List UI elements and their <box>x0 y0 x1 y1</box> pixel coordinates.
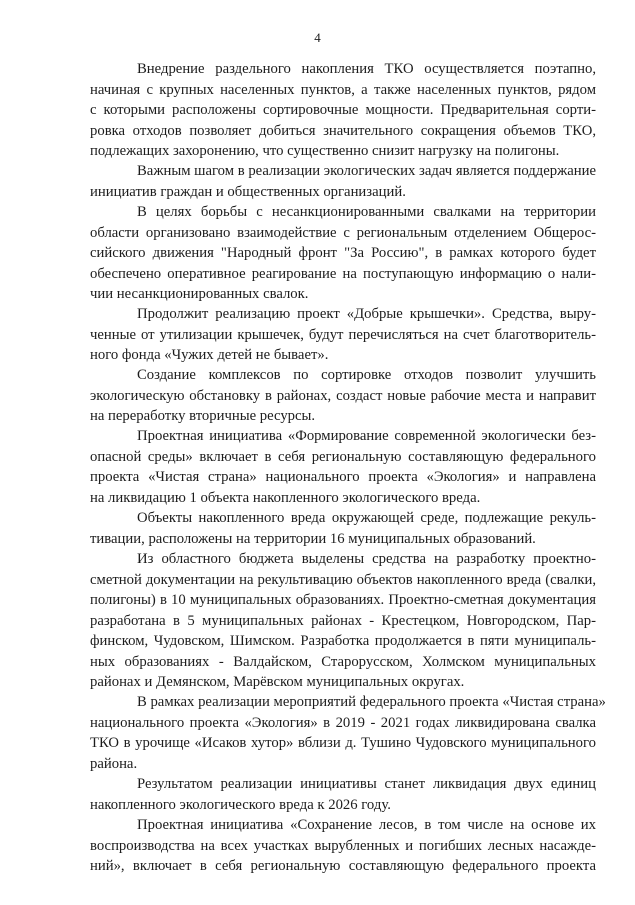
text-line: Проектная инициатива «Формирование современной экологически без- <box>137 428 596 444</box>
text-line: с которыми расположены сортировочные мощности. Предварительная сорти- <box>90 102 596 118</box>
text-line: ченные от утилизации крышечек, будут перечисляться на счет благотворитель- <box>90 326 596 343</box>
paragraph-initiative-result <box>90 774 596 815</box>
text-line: обеспечено оперативное реагирование на поступающую информацию о нали- <box>90 265 596 282</box>
text-line: В рамках реализации мероприятий федерального проекта «Чистая страна» <box>137 694 606 710</box>
text-line: финском, Чудовском, Шимском. Разработка продолжается в пяти муниципаль- <box>90 633 596 649</box>
text-line: области организовано взаимодействие с региональным отделением Общерос- <box>90 224 596 241</box>
text-line: Важным шагом в реализации экологических задач является поддержание <box>137 163 596 179</box>
text-line: разработана в 5 муниципальных районах - Крестецком, Новгородском, Пар- <box>90 612 596 629</box>
text-line: ТКО в урочище «Исаков хутор» вблизи д. Тушино Чудовского муниципального <box>90 735 596 751</box>
text-line: В целях борьбы с несанкционированными свалками на территории <box>137 204 596 220</box>
text-line: тивации, расположены на территории 16 муниципальных образований. <box>90 530 536 547</box>
text-line: Результатом реализации инициативы станет ликвидация двух единиц <box>137 776 596 792</box>
paragraph-remediation-objects <box>90 508 596 549</box>
text-line: Продолжит реализацию проект «Добрые крышечки». Средства, выру- <box>137 306 596 322</box>
paragraph-citizen-initiatives <box>90 161 596 202</box>
text-line: сийского движения "Народный фронт "За Россию", в рамках которого будет <box>90 245 596 261</box>
text-line: экологическую обстановку в районах, создаст новые рабочие места и направит <box>90 387 596 404</box>
text-line: ного фонда «Чужих детей не бывает». <box>90 347 329 363</box>
text-line: подлежащих захоронению, что существенно снизит нагрузку на полигоны. <box>90 143 560 159</box>
text-line: опасной среды» включает в себя региональную составляющую федерального <box>90 448 596 465</box>
text-line: Создание комплексов по сортировке отходов позволит улучшить <box>137 367 596 383</box>
paragraph-separate-collection <box>90 59 596 162</box>
text-line: Внедрение раздельного накопления ТКО осуществляется поэтапно, <box>137 61 596 77</box>
text-line: полигоны) в 10 муниципальных образованиях. Проектно-сметная документация <box>90 592 596 608</box>
text-line: проекта «Чистая страна» национального проекта «Экология» и направлена <box>90 469 596 485</box>
paragraph-safe-environment-initiative <box>90 426 596 508</box>
text-line: сметной документации на рекультивацию объектов накопленного вреда (свалки, <box>90 571 596 588</box>
text-line: национального проекта «Экология» в 2019 - 2021 годах ликвидирована свалка <box>90 714 596 731</box>
text-line: района. <box>90 755 138 772</box>
text-line: Объекты накопленного вреда окружающей среде, подлежащие рекуль- <box>137 510 596 526</box>
page-number: 4 <box>314 30 321 45</box>
paragraph-dump-liquidated <box>90 692 606 774</box>
paragraph-bottle-caps-project <box>90 304 596 366</box>
text-line: районах и Демянском, Марёвском муниципальных округах. <box>90 674 465 690</box>
text-line: ровка отходов позволяет добиться значительного сокращения объемов ТКО, <box>90 122 596 139</box>
text-line: инициатив граждан и общественных организаций. <box>90 183 406 200</box>
text-line: Из областного бюджета выделены средства на разработку проектно- <box>137 551 596 567</box>
text-line: воспроизводства на всех участках вырубленных и погибших лесных насажде- <box>90 837 596 854</box>
text-line: накопленного экологического вреда к 2026 году. <box>90 796 391 813</box>
paragraph-sorting-complexes <box>90 365 596 427</box>
text-line: ных образованиях - Валдайском, Старорусском, Холмском муниципальных <box>90 653 596 670</box>
paragraph-forest-preservation <box>90 815 596 877</box>
text-line: на переработку вторичные ресурсы. <box>90 408 316 424</box>
text-line: Проектная инициатива «Сохранение лесов, в том числе на основе их <box>137 817 596 833</box>
text-line: начиная с крупных населенных пунктов, а также населенных пунктов, рядом <box>90 81 596 98</box>
text-line: чии несанкционированных свалок. <box>90 286 309 302</box>
paragraph-budget-design-documentation <box>90 549 596 693</box>
paragraph-illegal-dumps <box>90 202 596 305</box>
text-line: на ликвидацию 1 объекта накопленного экологического вреда. <box>90 489 481 506</box>
text-line: ний», включает в себя региональную составляющую федерального проекта <box>90 858 596 874</box>
